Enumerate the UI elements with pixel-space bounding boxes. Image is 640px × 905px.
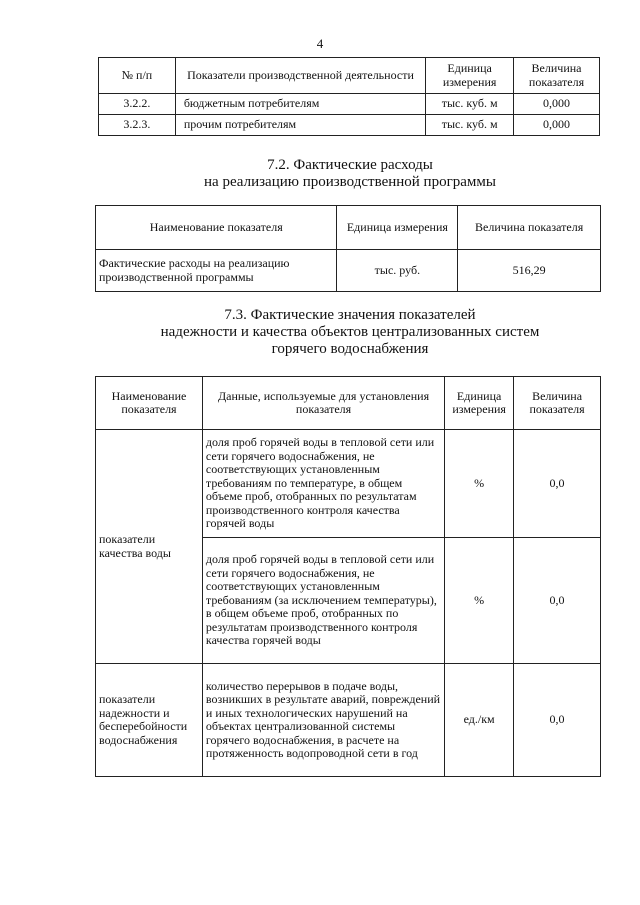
table-header-row [96,206,601,250]
section-7-3-title-line2: надежности и качества объектов централизованных систем [160,324,540,340]
header-unit: Единица измерения [445,377,514,430]
row-unit: % [445,538,514,664]
group-name-water-quality: показатели качества воды [96,430,203,664]
header-value: Величина показателя [458,206,601,250]
header-value: Величина показателя [514,58,600,94]
section-7-3-title [0,307,640,358]
row-data: доля проб горячей воды в тепловой сети или сети горячего водоснабжения, не соответствующих установленным требованиям (за исключением температуры), в общем объеме проб, отобранных по результатам производственного контроля качества горячей воды [202,538,444,664]
table-row [99,94,600,115]
row-value: 516,29 [458,250,601,292]
row-value: 0,0 [514,538,601,664]
header-data: Данные, используемые для установления показателя [202,377,444,430]
table-row [96,664,601,777]
table-row [99,115,600,136]
row-num: 3.2.3. [99,115,176,136]
row-name: Фактические расходы на реализацию производственной программы [96,250,337,292]
header-value: Величина показателя [514,377,601,430]
row-value: 0,0 [514,664,601,777]
table-row [96,430,601,538]
section-7-2-title-line1: 7.2. Фактические расходы [267,157,433,173]
row-unit: тыс. руб. [337,250,458,292]
row-unit: ед./км [445,664,514,777]
group-name-reliability: показатели надежности и бесперебойности водоснабжения [96,664,203,777]
page-number: 4 [316,36,324,51]
header-unit: Единица измерения [337,206,458,250]
section-7-2-title-line2: на реализацию производственной программы [204,174,496,190]
row-unit: % [445,430,514,538]
table-header-row [99,58,600,94]
table-header-row [96,377,601,430]
row-value: 0,000 [514,94,600,115]
header-unit: Единица измерения [426,58,514,94]
table-row [96,250,601,292]
row-data: доля проб горячей воды в тепловой сети или сети горячего водоснабжения, не соответствующих установленным требованиям по температуре, в общем объеме проб, отобранных по результатам производственного контроля качества горячей воды [202,430,444,538]
header-name: Наименование показателя [96,377,203,430]
row-value: 0,0 [514,430,601,538]
row-unit: тыс. куб. м [426,94,514,115]
row-unit: тыс. куб. м [426,115,514,136]
row-name: прочим потребителям [175,115,425,136]
row-value: 0,000 [514,115,600,136]
row-name: бюджетным потребителям [175,94,425,115]
section-7-3-title-line1: 7.3. Фактические значения показателей [224,307,476,323]
header-num: № п/п [99,58,176,94]
section-7-3-title-line3: горячего водоснабжения [271,341,429,357]
header-name: Наименование показателя [96,206,337,250]
section-7-2-title [0,157,640,191]
row-data: количество перерывов в подаче воды, возникших в результате аварий, повреждений и иных технологических нарушений на объектах централизованной системы горячего водоснабжения, в расчете на протяженность водопроводной сети в год [202,664,444,777]
reliability-quality-table [95,376,601,777]
row-num: 3.2.2. [99,94,176,115]
production-activity-table [98,57,600,136]
actual-expenses-table [95,205,601,292]
header-indicator: Показатели производственной деятельности [175,58,425,94]
